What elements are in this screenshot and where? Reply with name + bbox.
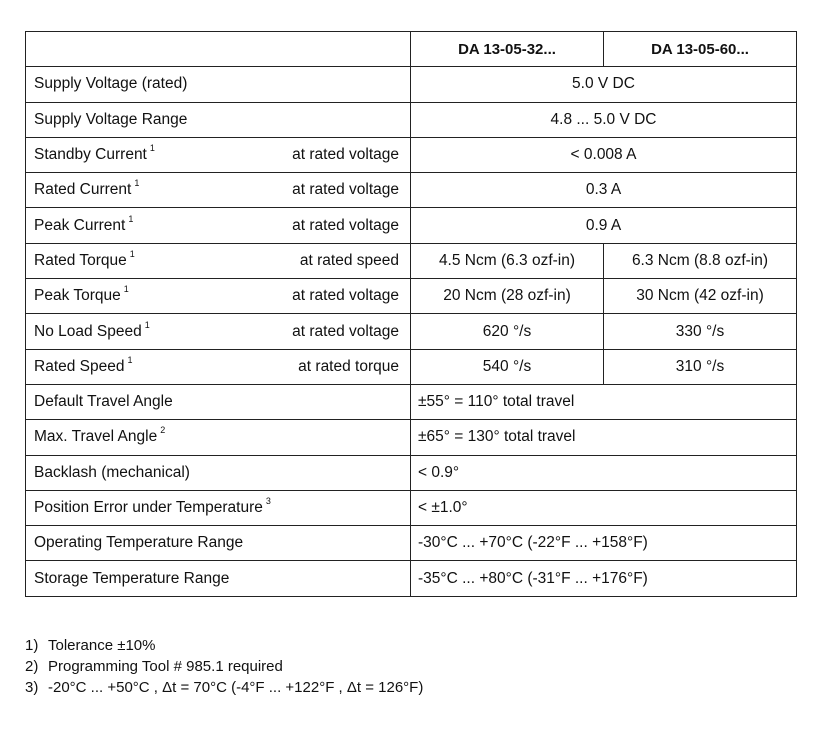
parameter-name-cell: [26, 420, 279, 455]
parameter-name-cell: [26, 349, 279, 384]
footnote-marker: 1: [144, 319, 150, 330]
value-cell-model-60: 6.3 Ncm (8.8 ozf-in): [604, 243, 797, 278]
value-cell-model-32: 540 °/s: [411, 349, 604, 384]
footnote-text: -20°C ... +50°C , Δt = 70°C (-4°F ... +122°F , Δt = 126°F): [48, 679, 424, 696]
parameter-name-cell: [26, 208, 279, 243]
parameter-name-cell: [26, 384, 279, 419]
value-cell-shared: < ±1.0°: [411, 490, 797, 525]
footnote-marker: 1: [149, 143, 155, 154]
footnote: [25, 677, 423, 698]
parameter-name-cell: [26, 314, 279, 349]
condition-cell: at rated voltage: [279, 208, 411, 243]
condition-cell: [279, 384, 411, 419]
parameter-name-cell: [26, 279, 279, 314]
value-cell-model-60: 310 °/s: [604, 349, 797, 384]
parameter-name-cell: [26, 526, 279, 561]
parameter-name: Peak Current: [34, 216, 126, 234]
condition-cell: at rated voltage: [279, 137, 411, 172]
footnote-text: Tolerance ±10%: [48, 637, 156, 654]
condition-cell: [279, 490, 411, 525]
table-row: [26, 137, 797, 172]
parameter-name-cell: [26, 173, 279, 208]
footnote-marker: 1: [123, 284, 129, 295]
table-row: [26, 490, 797, 525]
value-cell-model-32: 4.5 Ncm (6.3 ozf-in): [411, 243, 604, 278]
footnotes: [25, 635, 423, 698]
footnote-number: 3): [25, 679, 39, 696]
condition-cell: [279, 420, 411, 455]
footnote-marker: 1: [127, 354, 133, 365]
footnote: [25, 656, 423, 677]
footnote-marker: 2: [160, 425, 166, 436]
value-cell-shared: -30°C ... +70°C (-22°F ... +158°F): [411, 526, 797, 561]
parameter-name: Position Error under Temperature: [34, 499, 263, 516]
parameter-name-cell: [26, 455, 279, 490]
column-header-model-60: DA 13-05-60...: [604, 32, 797, 67]
parameter-name: Rated Current: [34, 181, 132, 199]
table-row: [26, 349, 797, 384]
parameter-name: Rated Torque: [34, 251, 127, 269]
table-row: [26, 384, 797, 419]
value-cell-shared: < 0.008 A: [411, 137, 797, 172]
condition-cell: [279, 67, 411, 102]
value-cell-model-32: 20 Ncm (28 ozf-in): [411, 279, 604, 314]
table-row: [26, 279, 797, 314]
condition-cell: [279, 102, 411, 137]
condition-cell: [279, 526, 411, 561]
table-row: [26, 208, 797, 243]
parameter-name-cell: [26, 561, 279, 596]
parameter-name-cell: [26, 490, 279, 525]
condition-cell: at rated voltage: [279, 314, 411, 349]
footnote-text: Programming Tool # 985.1 required: [48, 658, 283, 675]
value-cell-shared: 5.0 V DC: [411, 67, 797, 102]
footnote-number: 2): [25, 658, 39, 675]
footnote-marker: 1: [128, 213, 134, 224]
table-row: [26, 173, 797, 208]
table-row: [26, 455, 797, 490]
condition-cell: at rated speed: [279, 243, 411, 278]
parameter-name-cell: [26, 243, 279, 278]
table-row: [26, 243, 797, 278]
footnote-number: 1): [25, 637, 39, 654]
value-cell-model-32: 620 °/s: [411, 314, 604, 349]
table-row: [26, 314, 797, 349]
footnote: [25, 635, 423, 656]
table-row: [26, 102, 797, 137]
parameter-name: Default Travel Angle: [34, 393, 173, 411]
table-row: [26, 420, 797, 455]
parameter-name: Peak Torque: [34, 287, 121, 305]
parameter-name: Standby Current: [34, 146, 147, 164]
value-cell-shared: 0.9 A: [411, 208, 797, 243]
footnote-marker: 1: [129, 248, 135, 259]
value-cell-shared: ±65° = 130° total travel: [411, 420, 797, 455]
value-cell-model-60: 330 °/s: [604, 314, 797, 349]
value-cell-shared: 4.8 ... 5.0 V DC: [411, 102, 797, 137]
value-cell-model-60: 30 Ncm (42 ozf-in): [604, 279, 797, 314]
condition-cell: at rated voltage: [279, 279, 411, 314]
specifications-table: [25, 31, 797, 597]
value-cell-shared: ±55° = 110° total travel: [411, 384, 797, 419]
footnote-marker: 1: [134, 178, 140, 189]
condition-cell: [279, 561, 411, 596]
value-cell-shared: 0.3 A: [411, 173, 797, 208]
parameter-name: Operating Temperature Range: [34, 534, 244, 552]
parameter-name: Max. Travel Angle: [34, 428, 158, 446]
parameter-name: Supply Voltage Range: [34, 110, 188, 128]
condition-cell: [279, 455, 411, 490]
parameter-name-cell: [26, 137, 279, 172]
parameter-name: Backlash (mechanical): [34, 463, 190, 481]
table-header-row: [26, 32, 797, 67]
parameter-name: Storage Temperature Range: [34, 569, 230, 587]
table-row: [26, 561, 797, 596]
parameter-name: Rated Speed: [34, 357, 125, 375]
parameter-name: Supply Voltage (rated): [34, 75, 188, 93]
footnote-marker: 3: [265, 496, 271, 506]
table-row: [26, 67, 797, 102]
header-blank-cell: [26, 32, 411, 67]
condition-cell: at rated voltage: [279, 173, 411, 208]
parameter-name: No Load Speed: [34, 322, 142, 340]
table-row: [26, 526, 797, 561]
value-cell-shared: -35°C ... +80°C (-31°F ... +176°F): [411, 561, 797, 596]
column-header-model-32: DA 13-05-32...: [411, 32, 604, 67]
parameter-name-cell: [26, 67, 279, 102]
condition-cell: at rated torque: [279, 349, 411, 384]
value-cell-shared: < 0.9°: [411, 455, 797, 490]
parameter-name-cell: [26, 102, 279, 137]
